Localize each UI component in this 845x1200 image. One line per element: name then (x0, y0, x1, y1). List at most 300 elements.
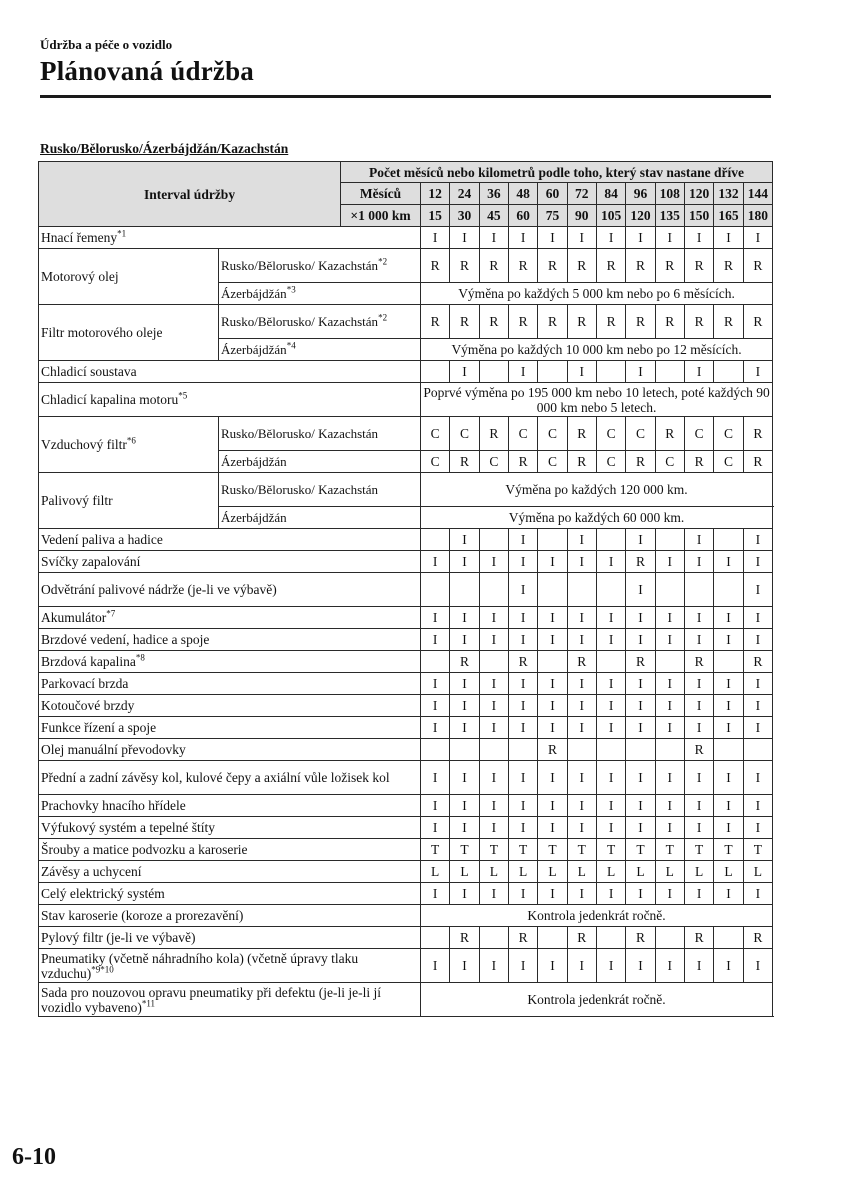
interval-cell: R (479, 417, 508, 451)
row-label (39, 839, 421, 861)
interval-cell: I (684, 529, 713, 551)
interval-cell: R (626, 651, 655, 673)
interval-cell: R (508, 249, 537, 283)
row-label-text: Hnací řemeny (41, 230, 118, 245)
interval-note: Poprvé výměna po 195 000 km nebo 10 letech, poté každých 90 000 km nebo 5 letech. (421, 383, 773, 417)
footnote-marker: *9*10 (91, 964, 114, 974)
row-label (39, 673, 421, 695)
interval-cell (714, 927, 743, 949)
interval-cell: I (508, 795, 537, 817)
interval-cell: I (421, 761, 450, 795)
interval-cell: T (655, 839, 684, 861)
interval-cell: I (508, 949, 537, 983)
interval-cell: I (450, 629, 479, 651)
interval-cell: R (626, 927, 655, 949)
interval-cell: R (626, 305, 655, 339)
interval-cell: I (626, 607, 655, 629)
interval-cell: I (508, 817, 537, 839)
interval-cell: L (567, 861, 596, 883)
table-row (39, 949, 773, 983)
row-label-text: Brzdové vedení, hadice a spoje (41, 632, 210, 647)
interval-cell: I (684, 361, 713, 383)
header-month-cell: 48 (508, 183, 537, 205)
interval-cell (714, 739, 743, 761)
interval-cell: I (538, 673, 567, 695)
interval-cell: I (538, 949, 567, 983)
interval-cell: I (596, 607, 625, 629)
interval-cell: I (655, 795, 684, 817)
header-km-cell: 150 (684, 205, 713, 227)
interval-cell: I (479, 883, 508, 905)
interval-cell: I (743, 949, 772, 983)
interval-cell: R (743, 417, 772, 451)
table-row (39, 817, 773, 839)
interval-cell (655, 739, 684, 761)
interval-cell: I (596, 761, 625, 795)
interval-cell: I (567, 717, 596, 739)
table-row (39, 473, 773, 507)
interval-cell: I (743, 673, 772, 695)
interval-cell: I (567, 817, 596, 839)
interval-note: Výměna po každých 60 000 km. (421, 507, 773, 529)
interval-cell: I (626, 761, 655, 795)
interval-cell: L (450, 861, 479, 883)
interval-cell: I (743, 717, 772, 739)
interval-cell: I (567, 761, 596, 795)
interval-cell: I (508, 761, 537, 795)
footnote-marker: *8 (135, 652, 145, 663)
row-label-text: Rusko/Bělorusko/ Kazachstán (221, 426, 379, 441)
table-row (39, 839, 773, 861)
row-label (39, 227, 421, 249)
header-km-cell: 180 (743, 205, 772, 227)
interval-cell: I (655, 883, 684, 905)
row-label-text: Vedení paliva a hadice (41, 532, 163, 547)
footnote-marker: *7 (106, 608, 116, 619)
row-label-text: Vzduchový filtr (41, 437, 127, 452)
interval-cell: I (450, 817, 479, 839)
interval-cell: I (450, 227, 479, 249)
interval-cell: I (450, 551, 479, 573)
interval-cell: R (567, 249, 596, 283)
interval-cell (479, 739, 508, 761)
interval-cell: I (743, 573, 772, 607)
interval-cell: L (655, 861, 684, 883)
header-month-cell: 72 (567, 183, 596, 205)
interval-cell: I (684, 717, 713, 739)
footnote-marker: *4 (286, 340, 296, 351)
interval-cell: I (743, 817, 772, 839)
interval-cell: R (655, 417, 684, 451)
interval-cell: I (743, 883, 772, 905)
interval-cell: I (538, 717, 567, 739)
interval-cell: I (450, 607, 479, 629)
interval-cell: I (479, 551, 508, 573)
interval-cell: I (684, 551, 713, 573)
table-row (39, 417, 773, 451)
interval-cell: I (450, 673, 479, 695)
interval-cell (714, 573, 743, 607)
interval-cell: I (714, 949, 743, 983)
header-month-cell: 132 (714, 183, 743, 205)
row-label (39, 739, 421, 761)
interval-cell: I (596, 629, 625, 651)
interval-cell: I (479, 695, 508, 717)
interval-cell: C (684, 417, 713, 451)
interval-cell: I (714, 717, 743, 739)
row-label-text: Pylový filtr (je-li ve výbavě) (41, 930, 196, 945)
interval-cell: T (538, 839, 567, 861)
interval-cell: I (421, 695, 450, 717)
row-label (39, 695, 421, 717)
interval-cell: R (538, 249, 567, 283)
interval-cell: I (743, 761, 772, 795)
interval-cell (596, 739, 625, 761)
interval-cell: R (743, 305, 772, 339)
footnote-marker: *2 (378, 312, 388, 323)
footnote-marker: *2 (378, 256, 388, 267)
interval-cell (538, 651, 567, 673)
interval-cell: I (596, 717, 625, 739)
interval-cell: I (479, 673, 508, 695)
interval-cell: I (567, 695, 596, 717)
row-label (39, 529, 421, 551)
interval-cell: I (508, 629, 537, 651)
interval-cell: I (479, 795, 508, 817)
interval-cell: R (626, 249, 655, 283)
interval-cell: R (479, 249, 508, 283)
interval-cell (479, 927, 508, 949)
interval-cell: I (714, 883, 743, 905)
interval-cell: R (508, 651, 537, 673)
header-month-cell: 12 (421, 183, 450, 205)
table-row (39, 551, 773, 573)
interval-cell: I (479, 607, 508, 629)
table-row (39, 383, 773, 417)
interval-cell: R (450, 651, 479, 673)
interval-cell: I (743, 227, 772, 249)
row-label (39, 417, 219, 473)
row-label-text: Ázerbájdžán (221, 342, 287, 357)
interval-cell: I (655, 817, 684, 839)
row-label-text: Stav karoserie (koroze a prorezavění) (41, 908, 244, 923)
interval-cell: I (684, 883, 713, 905)
interval-cell: R (567, 305, 596, 339)
interval-cell: R (567, 927, 596, 949)
interval-cell: I (626, 361, 655, 383)
interval-cell: I (714, 761, 743, 795)
interval-cell: R (684, 739, 713, 761)
interval-cell: I (538, 629, 567, 651)
interval-cell: T (508, 839, 537, 861)
interval-cell: I (421, 949, 450, 983)
row-label (39, 927, 421, 949)
interval-cell: R (655, 305, 684, 339)
interval-cell (684, 573, 713, 607)
row-label-text: Ázerbájdžán (221, 454, 287, 469)
header-month-cell: 120 (684, 183, 713, 205)
header-km-cell: 75 (538, 205, 567, 227)
interval-cell: R (538, 305, 567, 339)
interval-cell: R (655, 249, 684, 283)
interval-cell (596, 651, 625, 673)
footnote-marker: *11 (141, 998, 156, 1008)
interval-cell (655, 573, 684, 607)
interval-cell: I (450, 883, 479, 905)
interval-cell (596, 573, 625, 607)
row-label-text: Závěsy a uchycení (41, 864, 142, 879)
row-label-text: Sada pro nouzovou opravu pneumatiky při defektu (je-li je-li jí vozidlo vybaveno) (41, 984, 382, 1015)
interval-cell (450, 739, 479, 761)
header-month-cell: 60 (538, 183, 567, 205)
interval-cell: I (567, 529, 596, 551)
page-number: 6-10 (12, 1144, 56, 1170)
interval-cell: I (567, 607, 596, 629)
interval-cell: I (567, 551, 596, 573)
interval-cell: R (714, 305, 743, 339)
header-month-cell: 144 (743, 183, 772, 205)
row-sublabel (219, 451, 421, 473)
interval-cell: I (567, 883, 596, 905)
row-label (39, 717, 421, 739)
interval-cell: C (479, 451, 508, 473)
row-sublabel (219, 249, 421, 283)
header-interval: Interval údržby (39, 162, 341, 227)
row-label-text: Motorový olej (41, 269, 119, 284)
interval-cell: T (626, 839, 655, 861)
row-label-text: Brzdová kapalina (41, 654, 136, 669)
interval-cell: C (714, 451, 743, 473)
interval-cell: I (421, 717, 450, 739)
row-label-text: Rusko/Bělorusko/ Kazachstán (221, 258, 379, 273)
interval-cell: R (714, 249, 743, 283)
interval-cell: I (743, 795, 772, 817)
row-sublabel (219, 507, 421, 529)
interval-cell: I (567, 227, 596, 249)
interval-note: Výměna po každých 5 000 km nebo po 6 měsících. (421, 283, 773, 305)
row-label (39, 651, 421, 673)
header-km-label: ×1 000 km (341, 205, 421, 227)
interval-cell: I (655, 695, 684, 717)
interval-cell: I (626, 817, 655, 839)
interval-cell: R (684, 651, 713, 673)
interval-cell: I (655, 761, 684, 795)
interval-cell: I (479, 717, 508, 739)
interval-cell: I (421, 629, 450, 651)
row-sublabel (219, 417, 421, 451)
interval-cell: I (508, 573, 537, 607)
interval-cell: R (684, 305, 713, 339)
interval-cell: C (538, 451, 567, 473)
row-label (39, 905, 421, 927)
interval-cell: I (684, 949, 713, 983)
interval-cell: I (421, 795, 450, 817)
row-label-text: Chladicí soustava (41, 364, 137, 379)
table-row (39, 573, 773, 607)
interval-cell: C (596, 451, 625, 473)
interval-cell: I (743, 551, 772, 573)
interval-cell: I (508, 551, 537, 573)
row-label (39, 883, 421, 905)
interval-cell: R (567, 451, 596, 473)
interval-cell: R (450, 927, 479, 949)
row-label-text: Ázerbájdžán (221, 286, 287, 301)
interval-cell: I (655, 551, 684, 573)
interval-cell: I (626, 529, 655, 551)
row-label-text: Prachovky hnacího hřídele (41, 798, 186, 813)
interval-cell: I (421, 227, 450, 249)
interval-cell: C (596, 417, 625, 451)
table-row (39, 761, 773, 795)
row-label (39, 305, 219, 361)
interval-cell: I (450, 761, 479, 795)
interval-cell: I (684, 227, 713, 249)
interval-cell: R (567, 417, 596, 451)
interval-cell: I (626, 695, 655, 717)
interval-cell: L (538, 861, 567, 883)
table-row (39, 883, 773, 905)
header-month-cell: 96 (626, 183, 655, 205)
interval-cell: I (596, 673, 625, 695)
row-label (39, 361, 421, 383)
row-sublabel (219, 283, 421, 305)
row-label-text: Celý elektrický systém (41, 886, 165, 901)
interval-cell: I (538, 607, 567, 629)
interval-cell (479, 529, 508, 551)
header-month-cell: 84 (596, 183, 625, 205)
interval-cell: I (538, 551, 567, 573)
interval-cell: I (538, 817, 567, 839)
interval-cell: T (743, 839, 772, 861)
maintenance-schedule-table (38, 161, 773, 1017)
interval-cell: I (567, 795, 596, 817)
row-label-text: Přední a zadní závěsy kol, kulové čepy a axiální vůle ložisek kol (41, 770, 390, 785)
table-row (39, 227, 773, 249)
row-label-text: Parkovací brzda (41, 676, 129, 691)
interval-cell (479, 361, 508, 383)
interval-cell (421, 361, 450, 383)
interval-cell: I (421, 673, 450, 695)
row-label-text: Ázerbájdžán (221, 510, 287, 525)
interval-cell: I (684, 607, 713, 629)
interval-cell: R (743, 651, 772, 673)
table-header (39, 162, 773, 227)
interval-cell: T (421, 839, 450, 861)
interval-cell: I (596, 227, 625, 249)
interval-cell (567, 739, 596, 761)
interval-cell: I (508, 529, 537, 551)
interval-cell: I (626, 629, 655, 651)
interval-cell: I (626, 717, 655, 739)
header-km-cell: 135 (655, 205, 684, 227)
footnote-marker: *5 (178, 390, 188, 401)
table-body (39, 227, 773, 1017)
interval-cell: L (626, 861, 655, 883)
row-label-text: Rusko/Bělorusko/ Kazachstán (221, 482, 379, 497)
interval-cell: R (421, 305, 450, 339)
interval-cell: I (714, 695, 743, 717)
interval-cell: I (655, 673, 684, 695)
interval-cell: I (714, 673, 743, 695)
header-km-cell: 45 (479, 205, 508, 227)
interval-cell: I (508, 673, 537, 695)
row-label-text: Šrouby a matice podvozku a karoserie (41, 842, 248, 857)
interval-cell: R (567, 651, 596, 673)
interval-cell (567, 573, 596, 607)
header-km-cell: 15 (421, 205, 450, 227)
interval-cell: I (714, 817, 743, 839)
interval-cell: T (450, 839, 479, 861)
interval-cell: I (538, 795, 567, 817)
interval-cell: R (538, 739, 567, 761)
row-label (39, 629, 421, 651)
table-row (39, 739, 773, 761)
interval-cell: I (596, 817, 625, 839)
header-interval-description: Počet měsíců nebo kilometrů podle toho, který stav nastane dříve (341, 162, 773, 183)
interval-cell: I (508, 227, 537, 249)
interval-cell: R (508, 451, 537, 473)
interval-cell: I (596, 795, 625, 817)
interval-cell: R (450, 305, 479, 339)
page-title: Plánovaná údržba (40, 56, 254, 86)
footnote-marker: *6 (126, 435, 136, 446)
interval-cell: R (743, 927, 772, 949)
interval-cell: R (421, 249, 450, 283)
table-row (39, 305, 773, 339)
interval-cell (655, 529, 684, 551)
row-label-text: Pneumatiky (včetně náhradního kola) (včetně úpravy tlaku vzduchu) (41, 950, 359, 981)
interval-cell: R (479, 305, 508, 339)
interval-cell: I (626, 795, 655, 817)
interval-cell: L (714, 861, 743, 883)
interval-cell (596, 927, 625, 949)
table-row (39, 361, 773, 383)
table-row (39, 905, 773, 927)
interval-cell: I (714, 607, 743, 629)
interval-cell: I (743, 529, 772, 551)
interval-cell: I (567, 673, 596, 695)
row-sublabel (219, 339, 421, 361)
row-label (39, 761, 421, 795)
interval-cell (655, 927, 684, 949)
interval-cell: I (684, 795, 713, 817)
row-label-text: Palivový filtr (41, 493, 113, 508)
interval-cell: R (626, 451, 655, 473)
table-row (39, 529, 773, 551)
footnote-marker: *1 (117, 228, 127, 239)
interval-cell: L (684, 861, 713, 883)
interval-cell (714, 361, 743, 383)
interval-cell (421, 529, 450, 551)
interval-cell: R (596, 249, 625, 283)
interval-cell: I (479, 761, 508, 795)
header-km-cell: 60 (508, 205, 537, 227)
row-label-text: Funkce řízení a spoje (41, 720, 157, 735)
row-label-text: Olej manuální převodovky (41, 742, 186, 757)
row-label (39, 249, 219, 305)
interval-cell: I (626, 883, 655, 905)
interval-cell: I (567, 629, 596, 651)
interval-cell (655, 361, 684, 383)
row-label (39, 473, 219, 529)
table-row (39, 861, 773, 883)
header-km-cell: 90 (567, 205, 596, 227)
interval-cell: I (421, 817, 450, 839)
row-label-text: Svíčky zapalování (41, 554, 141, 569)
interval-cell: L (596, 861, 625, 883)
interval-cell: I (538, 227, 567, 249)
interval-cell: R (684, 927, 713, 949)
